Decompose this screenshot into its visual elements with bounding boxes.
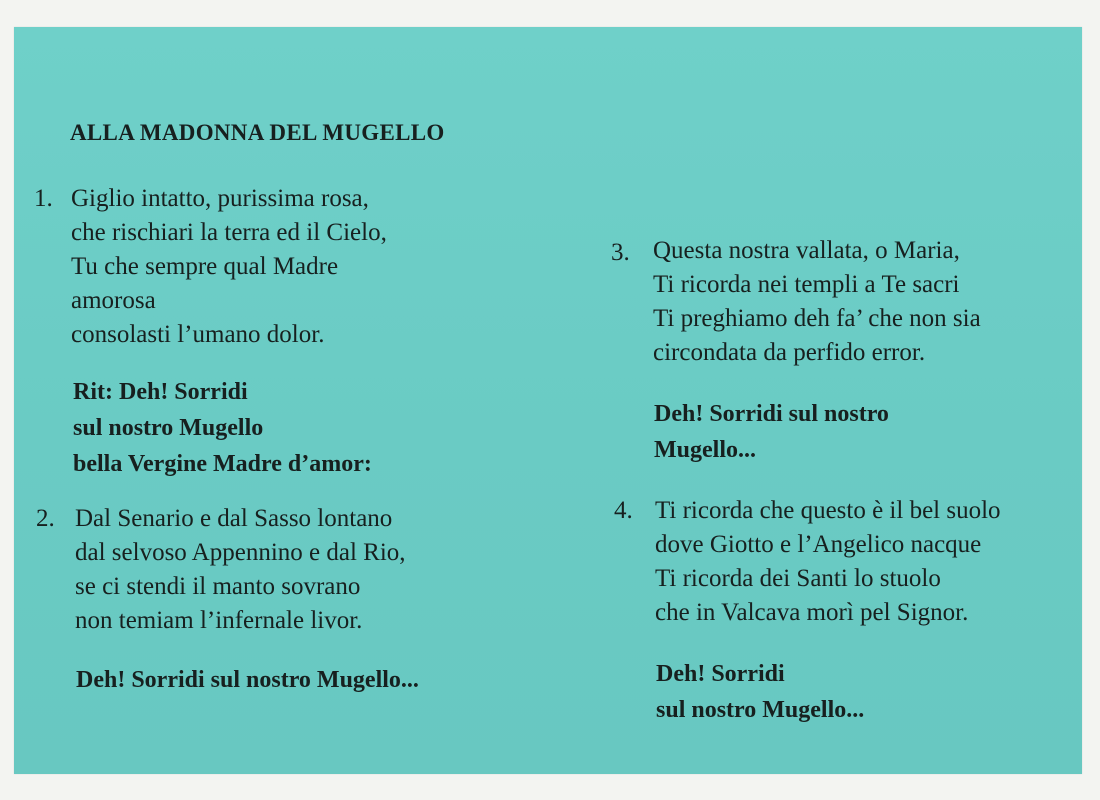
refrain-line: Rit: Deh! Sorridi — [73, 379, 248, 405]
stanza-3-number: 3. — [611, 239, 630, 266]
refrain-1 — [73, 374, 372, 482]
refrain-line: Deh! Sorridi sul nostro Mugello... — [76, 667, 419, 693]
refrain-4 — [656, 656, 864, 728]
refrain-line: Deh! Sorridi — [656, 661, 785, 687]
stanza-line: che rischiari la terra ed il Cielo, — [71, 219, 387, 246]
stanza-4-number: 4. — [614, 497, 633, 524]
stanza-line: che in Valcava morì pel Signor. — [655, 599, 969, 626]
stanza-1-number: 1. — [34, 185, 53, 212]
stanza-3 — [653, 234, 981, 370]
stanza-line: Ti preghiamo deh fa’ che non sia — [653, 305, 981, 332]
refrain-line: bella Vergine Madre d’amor: — [73, 451, 372, 477]
refrain-line: sul nostro Mugello... — [656, 697, 865, 723]
stanza-line: circondata da perfido error. — [653, 339, 926, 366]
song-title: ALLA MADONNA DEL MUGELLO — [70, 120, 445, 145]
stanza-2-number: 2. — [36, 505, 55, 532]
stanza-line: Ti ricorda nei templi a Te sacri — [653, 271, 960, 298]
stanza-line: dove Giotto e l’Angelico nacque — [655, 531, 982, 558]
stanza-line: Tu che sempre qual Madre — [71, 253, 339, 280]
stanza-line: amorosa — [71, 287, 156, 314]
stanza-2 — [75, 502, 406, 638]
stanza-4 — [655, 494, 1001, 630]
stanza-line: dal selvoso Appennino e dal Rio, — [75, 539, 406, 566]
refrain-line: sul nostro Mugello — [73, 415, 264, 441]
stanza-line: consolasti l’umano dolor. — [71, 321, 325, 348]
stanza-1 — [71, 182, 387, 352]
stanza-line: Ti ricorda che questo è il bel suolo — [655, 497, 1001, 524]
refrain-line: Mugello... — [654, 437, 756, 463]
stanza-line: Ti ricorda dei Santi lo stuolo — [655, 565, 941, 592]
refrain-line: Deh! Sorridi sul nostro — [654, 401, 889, 427]
stanza-line: non temiam l’infernale livor. — [75, 607, 363, 634]
refrain-3 — [654, 396, 889, 468]
stanza-line: se ci stendi il manto sovrano — [75, 573, 361, 600]
stanza-line: Dal Senario e dal Sasso lontano — [75, 505, 393, 532]
stanza-line: Giglio intatto, purissima rosa, — [71, 185, 369, 212]
stanza-line: Questa nostra vallata, o Maria, — [653, 237, 960, 264]
refrain-2 — [76, 662, 419, 698]
